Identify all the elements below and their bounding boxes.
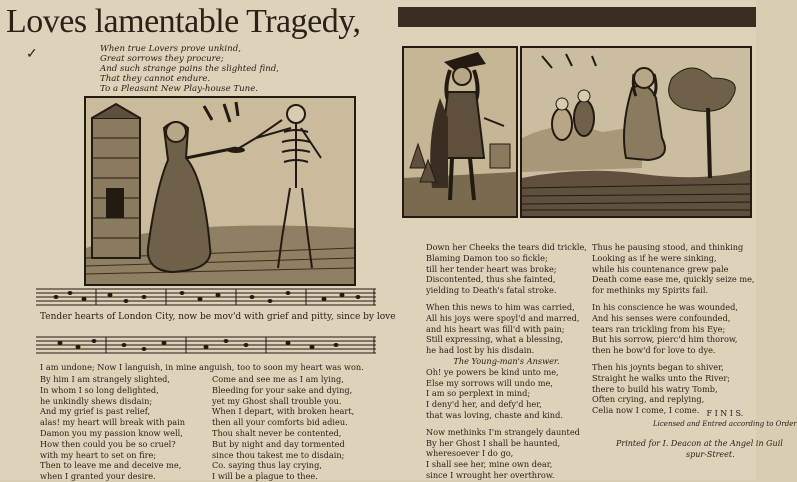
left-column-a (40, 374, 185, 482)
verse-line: Come and see me as I am lying, (212, 374, 344, 384)
verse-line: Down her Cheeks the tears did trickle, (426, 242, 587, 252)
verse-line: tears ran trickling from his Eye; (592, 323, 726, 334)
verse-line: yet my Ghost shall trouble you. (212, 395, 342, 406)
woodcut-river-scene (520, 46, 752, 218)
verse-line: there to build his watry Tomb, (592, 383, 718, 394)
verse-line: Thus he pausing stood, and thinking (592, 242, 744, 252)
opening-line-text: Tender hearts of London City, now be mov'd with grief and pitty, since by love (40, 312, 396, 322)
verse-line: Then his joynts began to shiver, (592, 361, 724, 372)
verse-line: Co. saying thus lay crying, (212, 460, 322, 471)
verse-line: Still expressing, what a blessing, (426, 334, 563, 345)
verse-line: Then to leave me and deceive me, (40, 460, 182, 471)
verse-line: When this news to him was carried, (426, 301, 575, 312)
verse-line: Damon you my passion know well, (40, 427, 183, 438)
tune-line: To a Pleasant New Play-house Tune. (100, 84, 259, 94)
finis-text: F I N I S. (706, 409, 744, 418)
verse-line: And my grief is past relief, (40, 406, 151, 417)
verse-line: wheresoever I do go, (426, 448, 514, 459)
verse-line: Discontented, thus she fainted, (426, 274, 556, 285)
verse-line: Death come ease me, quickly seize me, (592, 274, 755, 285)
left-column-b (212, 374, 354, 482)
verse-line: while his countenance grew pale (592, 263, 729, 274)
verse-line: Bleeding for your sake and dying, (212, 384, 353, 395)
verse-line: By him I am strangely slighted, (40, 374, 171, 384)
licensed-text: Licensed and Entred according to Order (653, 420, 797, 428)
verse-line: In his conscience he was wounded, (592, 301, 738, 312)
verse-line: he had lost by his disdain. (426, 345, 535, 356)
verse-line: till her tender heart was broke; (426, 263, 557, 274)
decorative-rule (398, 7, 756, 27)
verse-line: with my heart to set on fire; (40, 449, 157, 460)
music-staff-1 (36, 286, 376, 308)
verse-line: then all your comforts bid adieu. (212, 417, 348, 428)
right-half (398, 0, 797, 480)
verse-line: I deny'd her, and defy'd her, (426, 399, 542, 410)
imprint (616, 438, 783, 460)
imprint-line-1: Printed for I. Deacon at the Angel in Guil (616, 439, 783, 448)
imprint-line-2: spur-Street. (686, 450, 735, 459)
music-staff-2 (36, 334, 376, 356)
subtitle-line: And such strange pains the slighted find, (100, 64, 280, 74)
verse-first-line: I am undone; Now I languish, in mine anguish, too to soon my heart was won. (40, 362, 364, 372)
verse-line: And his senses were confounded, (592, 312, 731, 323)
verse-line: that was loving, chaste and kind. (426, 409, 563, 420)
verse-line: and his heart was fill'd with pain; (426, 323, 565, 334)
margin-mark: ✓ (26, 46, 38, 62)
verse-line: since I wrought her overthrow. (426, 469, 555, 480)
verse-line: I will be a plague to thee. (212, 471, 318, 482)
subtitle-line: Great sorrows they procure; (100, 54, 224, 64)
verse-line: he unkindly shews disdain; (40, 395, 153, 406)
verse-line: Often crying, and replying, (592, 394, 705, 405)
opening-line (40, 312, 396, 322)
verse-line: for methinks my Spirits fail. (592, 285, 709, 296)
verse-line: Blaming Damon too so fickle; (426, 252, 548, 263)
verse-line: But his sorrow, pierc'd him thorow, (592, 334, 738, 345)
verse-line: Celia now I come, I come. (592, 405, 700, 416)
verse-line: Thou shalt never be contented, (212, 427, 342, 438)
verse-line: Oh! ye powers be kind unto me, (426, 366, 559, 377)
woodcut-maiden-and-death (84, 96, 356, 286)
verse-line: yielding to Death's fatal stroke. (426, 285, 557, 296)
verse-line: I shall see her, mine own dear, (426, 459, 553, 470)
verse-line: Now methinks I'm strangely daunted (426, 426, 580, 437)
answer-heading: The Young-man's Answer. (453, 355, 560, 366)
finis-block (653, 408, 797, 430)
verse-line: when I granted your desire. (40, 471, 156, 482)
subtitle-line: When true Lovers prove unkind, (100, 44, 241, 54)
verse-line: then he bow'd for love to dye. (592, 345, 716, 356)
subtitle-line: That they cannot endure. (100, 74, 211, 84)
verse-line: In whom I so long delighted, (40, 384, 159, 395)
verse-line: By her Ghost I shall be haunted, (426, 437, 561, 448)
verse-line: Straight he walks unto the River; (592, 372, 731, 383)
verse-line: But by night and day tormented (212, 438, 345, 449)
verse-line: Looking as if he were sinking, (592, 252, 717, 263)
woodcut-gentleman (402, 46, 518, 218)
verse-line: I am so perplext in mind; (426, 388, 531, 399)
verse-line: since thou takest me to disdain; (212, 449, 345, 460)
verse-line: Else my sorrows will undo me, (426, 377, 553, 388)
right-column-b (592, 242, 755, 416)
verse-line: All his joys were spoyl'd and marred, (426, 312, 580, 323)
ballad-subtitle (100, 44, 279, 84)
left-half (0, 0, 395, 480)
right-column-a (426, 242, 587, 481)
verse-line: When I depart, with broken heart, (212, 406, 355, 417)
verse-line: How then could you be so cruel? (40, 438, 176, 449)
ballad-title: Loves lamentable Tragedy, (6, 3, 361, 40)
verse-line: alas! my heart will break with pain (40, 417, 185, 428)
